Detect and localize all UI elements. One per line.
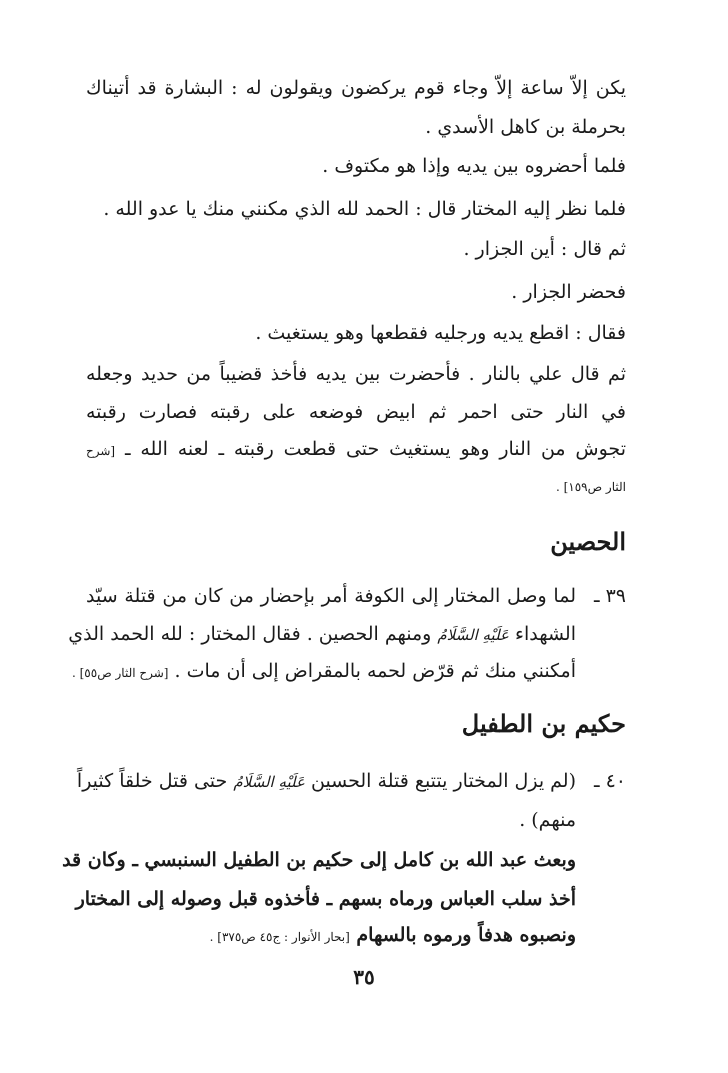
text-line [68,619,576,650]
text-line [76,766,576,797]
text-line: ثم قال : أين الجزار . [463,238,626,260]
citation: [شرح الثار ص٥٥] . [71,666,169,680]
honorific-ornament: عَلَيْهِ السَّلَامُ [437,626,509,644]
text-fragment: (لم يزل المختار يتتبع قتلة الحسين [310,770,576,792]
text-line: يكن إلاّ ساعة إلاّ وجاء قوم يركضون ويقولون له : البشارة قد أتيناك [86,77,626,99]
page-number: ٣٥ [353,965,375,989]
text-line: فلما أحضروه بين يديه وإذا هو مكتوف . [322,155,626,177]
section-heading: حكيم بن الطفيل [461,709,626,738]
text-line: بحرملة بن كاهل الأسدي . [425,116,626,138]
text-fragment: أمكنني منك ثم قرّض لحمه بالمقراض إلى أن مات . [174,660,576,682]
text-line [86,434,626,466]
honorific-ornament: عَلَيْهِ السَّلَامُ [233,773,305,791]
text-fragment: ومنهم الحصين . فقال المختار : لله الحمد الذي [68,623,432,645]
item-number: ٣٩ ـ [593,585,626,607]
text-line [71,656,576,688]
text-line: فحضر الجزار . [511,281,626,303]
citation: الثار ص١٥٩] . [555,480,626,494]
text-line: ثم قال علي بالنار . فأحضرت بين يديه فأخذ قضيباً من حديد وجعله [86,363,626,385]
citation: [بحار الأنوار : ج٤٥ ص٣٧٥] . [209,930,350,944]
text-line: منهم) . [519,809,576,831]
text-line: في النار حتى احمر ثم ابيض فوضعه على رقبته فصارت رقبته [86,401,626,423]
text-line: أخذ سلب العباس ورماه بسهم ـ فأخذوه قبل وصوله إلى المختار [75,888,576,910]
text-fragment: الشهداء [515,623,576,645]
text-fragment: ونصبوه هدفاً ورموه بالسهام [356,924,576,946]
text-line [86,920,576,952]
text-line: فقال : اقطع يديه ورجليه فقطعها وهو يستغيث . [255,322,626,344]
text-line: وبعث عبد الله بن كامل إلى حكيم بن الطفيل السنبسي ـ وكان قد [62,849,576,871]
text-line: فلما نظر إليه المختار قال : الحمد لله الذي مكنني منك يا عدو الله . [103,198,626,220]
text-line: لما وصل المختار إلى الكوفة أمر بإحضار من كان من قتلة سيّد [86,585,576,607]
citation: [شرح [86,444,116,458]
section-heading: الحصين [550,527,626,556]
text-fragment: حتى قتل خلقاً كثيراً [76,770,228,792]
text-fragment: تجوش من النار وهو يستغيث حتى قطعت رقبته ـ لعنه الله ـ [124,438,626,460]
item-number: ٤٠ ـ [593,770,626,792]
